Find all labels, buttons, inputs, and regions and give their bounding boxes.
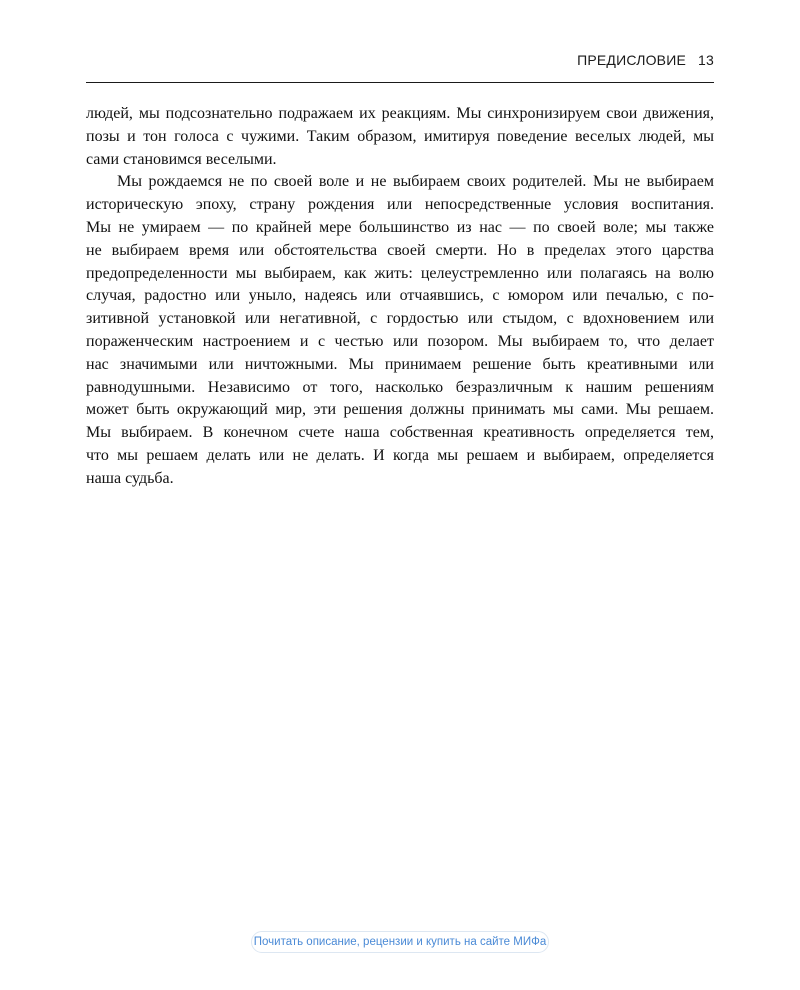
text-line: людей, мы подсознательно подражаем их реакциям. Мы синхронизируем свои движения, (86, 105, 714, 122)
text-line: предопределенности мы выбираем, как жить: целеустремленно или полагаясь на волю (86, 264, 714, 282)
page-header (86, 52, 714, 70)
text-line: историческую эпоху, страну рождения или непосредственные условия воспитания. (86, 196, 714, 214)
text-line: Мы выбираем. В конечном счете наша собственная креативность определяется тем, (86, 424, 714, 442)
page-number: 13 (698, 52, 714, 68)
text-line: сами становимся веселыми. (86, 150, 277, 168)
body-text (86, 103, 714, 491)
header-rule (86, 82, 714, 83)
paragraph-1 (86, 103, 714, 171)
text-line: позы и тон голоса с чужими. Таким образом, имитируя поведение веселых людей, мы (86, 127, 714, 145)
text-line: наша судьба. (86, 469, 174, 487)
text-line: нас значимыми или ничтожными. Мы принимаем решение быть креативными или (86, 355, 714, 373)
text-line: случая, радостно или уныло, надеясь или отчаявшись, с юмором или печалью, с по- (86, 287, 714, 305)
text-line: не выбираем время или обстоятельства своей смерти. Но в пределах этого царства (86, 241, 714, 259)
paragraph-2 (86, 171, 714, 490)
text-line: может быть окружающий мир, эти решения должны принимать мы сами. Мы решаем. (86, 401, 714, 419)
text-line: что мы решаем делать или не делать. И когда мы решаем и выбираем, определяется (86, 446, 714, 464)
text-line: Мы не умираем — по крайней мере большинство из нас — по своей воле; мы также (86, 218, 714, 236)
running-title: ПРЕДИСЛОВИЕ (577, 52, 687, 68)
text-line: пораженческим настроением и с честью или позором. Мы выбираем то, что делает (86, 332, 714, 350)
text-line: зитивной установкой или негативной, с гордостью или стыдом, с вдохновением или (86, 310, 714, 328)
buy-on-mif-link[interactable]: Почитать описание, рецензии и купить на сайте МИФа (251, 931, 549, 953)
text-line: равнодушными. Независимо от того, насколько безразличным к нашим решениям (86, 378, 714, 396)
text-line: Мы рождаемся не по своей воле и не выбираем своих родителей. Мы не выбираем (117, 173, 714, 191)
